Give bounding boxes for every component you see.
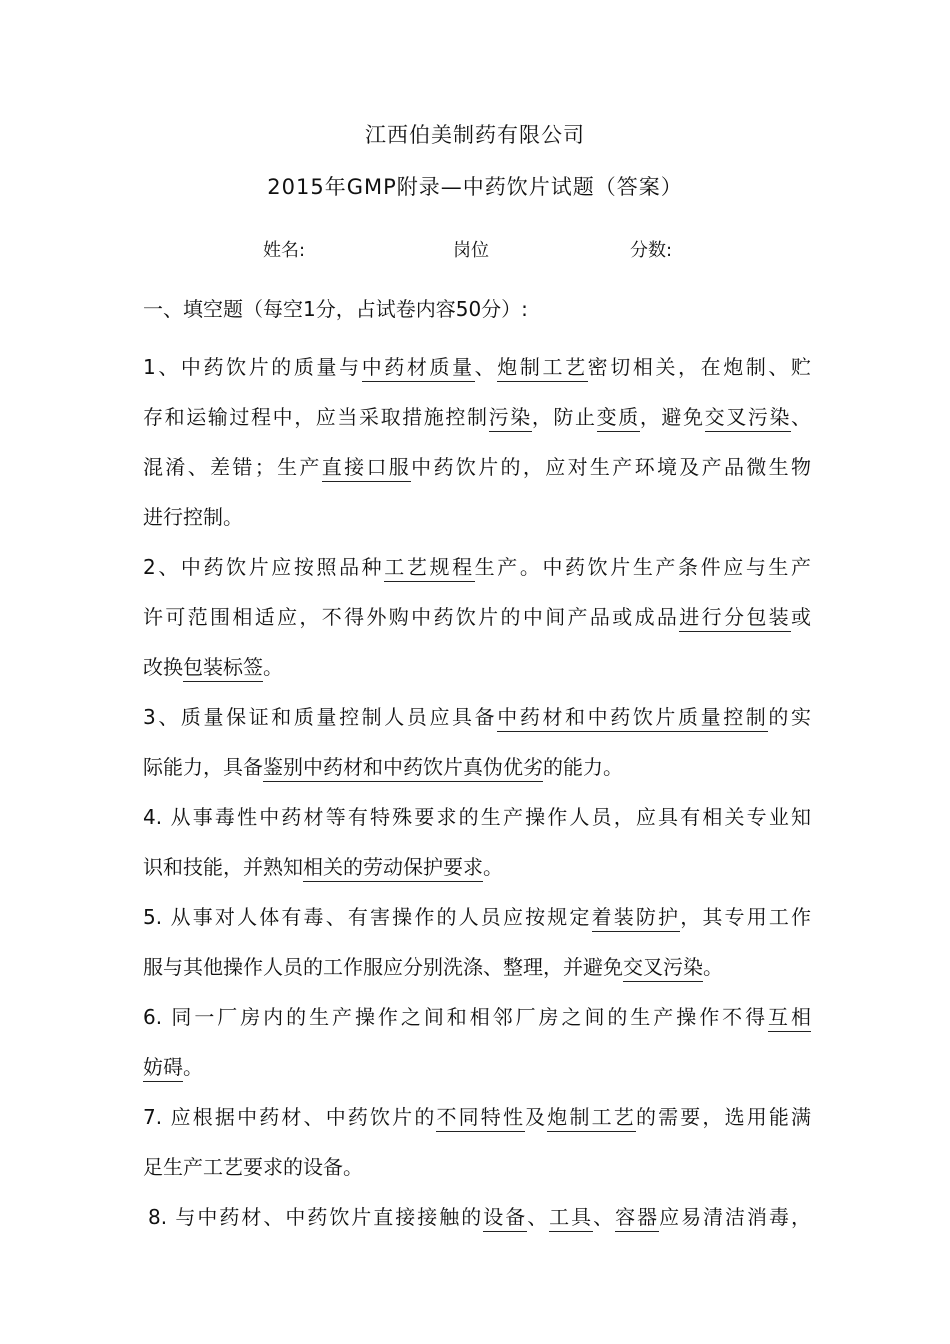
answer-blank: 着装防护	[592, 905, 681, 932]
answer-blank: 工艺规程	[384, 555, 474, 582]
post-label: 岗位	[453, 240, 489, 261]
question-5	[143, 892, 811, 992]
question-line: 际能力，具备鉴别中药材和中药饮片真伪优劣的能力。	[143, 742, 811, 792]
score-label: 分数:	[630, 240, 673, 261]
answer-blank: 污染	[489, 405, 532, 432]
question-7	[143, 1092, 811, 1192]
question-line: 2、中药饮片应按照品种工艺规程生产。中药饮片生产条件应与生产	[143, 542, 811, 592]
answer-blank: 包装标签	[183, 655, 263, 682]
answer-blank: 变质	[597, 405, 640, 432]
answer-blank: 设备	[483, 1205, 527, 1232]
question-line: 许可范围相适应，不得外购中药饮片的中间产品或成品进行分包装或	[143, 592, 811, 642]
question-line: 服与其他操作人员的工作服应分别洗涤、整理，并避免交叉污染。	[143, 942, 811, 992]
answer-blank: 不同特性	[436, 1105, 525, 1132]
question-line: 5. 从事对人体有毒、有害操作的人员应按规定着装防护，其专用工作	[143, 892, 811, 942]
answer-blank: 鉴别中药材和中药饮片真伪优劣	[263, 755, 543, 782]
answer-blank: 互相	[768, 1005, 811, 1032]
question-4	[143, 792, 811, 892]
exam-title: 2015年GMP附录—中药饮片试题（答案）	[267, 175, 683, 199]
answer-blank: 中药材和中药饮片质量控制	[497, 705, 768, 732]
answer-blank: 直接口服	[322, 455, 411, 482]
name-label: 姓名:	[263, 240, 306, 261]
question-line: 改换包装标签。	[143, 642, 811, 692]
question-line: 妨碍。	[143, 1042, 811, 1092]
answer-blank: 交叉污染	[705, 405, 791, 432]
question-line: 8. 与中药材、中药饮片直接接触的设备、工具、容器应易清洁消毒，	[143, 1192, 811, 1242]
question-8	[143, 1192, 811, 1242]
question-2	[143, 542, 811, 692]
question-line: 识和技能，并熟知相关的劳动保护要求。	[143, 842, 811, 892]
question-line: 3、质量保证和质量控制人员应具备中药材和中药饮片质量控制的实	[143, 692, 811, 742]
question-line: 足生产工艺要求的设备。	[143, 1155, 363, 1179]
question-line: 4. 从事毒性中药材等有特殊要求的生产操作人员，应具有相关专业知	[143, 805, 811, 829]
answer-blank: 工具	[549, 1205, 593, 1232]
question-1	[143, 342, 811, 542]
question-line: 混淆、差错；生产直接口服中药饮片的，应对生产环境及产品微生物	[143, 442, 811, 492]
candidate-info-row	[0, 236, 950, 266]
question-list	[143, 342, 811, 1242]
question-line: 7. 应根据中药材、中药饮片的不同特性及炮制工艺的需要，选用能满	[143, 1092, 811, 1142]
company-title: 江西伯美制药有限公司	[365, 123, 585, 147]
answer-blank: 容器	[615, 1205, 659, 1232]
question-line: 进行控制。	[143, 505, 243, 529]
question-line: 1、中药饮片的质量与中药材质量、炮制工艺密切相关，在炮制、贮	[143, 342, 811, 392]
answer-blank: 中药材质量	[362, 355, 475, 382]
question-line: 存和运输过程中，应当采取措施控制污染，防止变质，避免交叉污染、	[143, 392, 811, 442]
answer-blank: 炮制工艺	[547, 1105, 636, 1132]
answer-blank: 进行分包装	[679, 605, 791, 632]
question-6	[143, 992, 811, 1092]
answer-blank: 交叉污染	[623, 955, 703, 982]
answer-blank: 相关的劳动保护要求	[303, 855, 483, 882]
question-line: 6. 同一厂房内的生产操作之间和相邻厂房之间的生产操作不得互相	[143, 992, 811, 1042]
section-heading: 一、填空题（每空1分，占试卷内容50分）:	[143, 297, 528, 321]
answer-blank: 炮制工艺	[497, 355, 587, 382]
answer-blank: 妨碍	[143, 1055, 183, 1082]
question-3	[143, 692, 811, 792]
